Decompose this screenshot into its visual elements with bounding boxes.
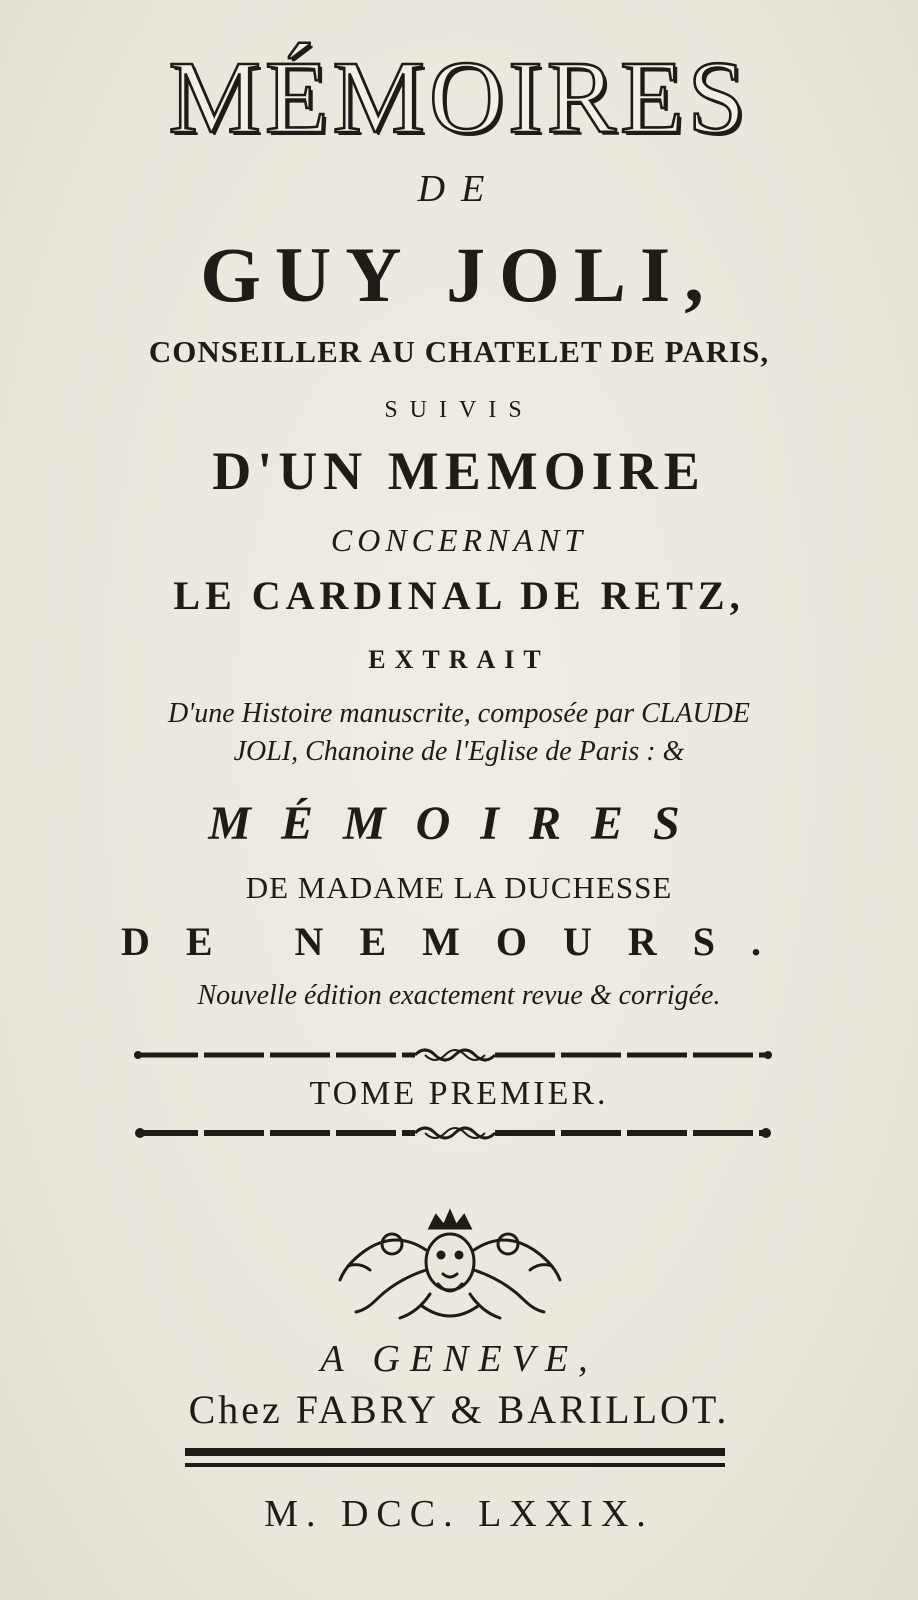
author-name: GUY JOLI,: [200, 231, 718, 318]
edition-note: Nouvelle édition exactement revue & corrigée.: [197, 980, 721, 1011]
suivis-line: SUIVIS: [384, 397, 534, 423]
memoires-second-title: MÉMOIRES: [208, 797, 710, 850]
extrait-line: EXTRAIT: [368, 645, 550, 674]
dun-memoire-line: D'UN MEMOIRE: [212, 441, 706, 501]
concernant-line: CONCERNANT: [330, 522, 588, 558]
place-line: A GENEVE,: [320, 1338, 598, 1380]
volume-line: TOME PREMIER.: [309, 1075, 609, 1112]
cardinal-line: LE CARDINAL DE RETZ,: [173, 573, 745, 618]
imprint-year: M. DCC. LXXIX.: [264, 1493, 654, 1535]
publisher-line: Chez FABRY & BARILLOT.: [188, 1387, 730, 1432]
nemours-line: DE NEMOURS.: [120, 919, 798, 964]
histoire-line-2: JOLI, Chanoine de l'Eglise de Paris : &: [233, 736, 685, 767]
crowned-mask-vignette-icon: [330, 1200, 570, 1330]
author-role: CONSEILLER AU CHATELET DE PARIS,: [148, 334, 770, 369]
de-line: DE: [417, 168, 501, 210]
ornamental-rule-bottom: [0, 1118, 918, 1148]
histoire-line-1: D'une Histoire manuscrite, composée par CLAUDE: [168, 698, 750, 729]
page-title: MÉMOIRES: [168, 40, 750, 155]
ornamental-rule-top: [0, 1040, 918, 1070]
double-rule: [185, 1445, 725, 1475]
madame-line: DE MADAME LA DUCHESSE: [245, 870, 673, 905]
